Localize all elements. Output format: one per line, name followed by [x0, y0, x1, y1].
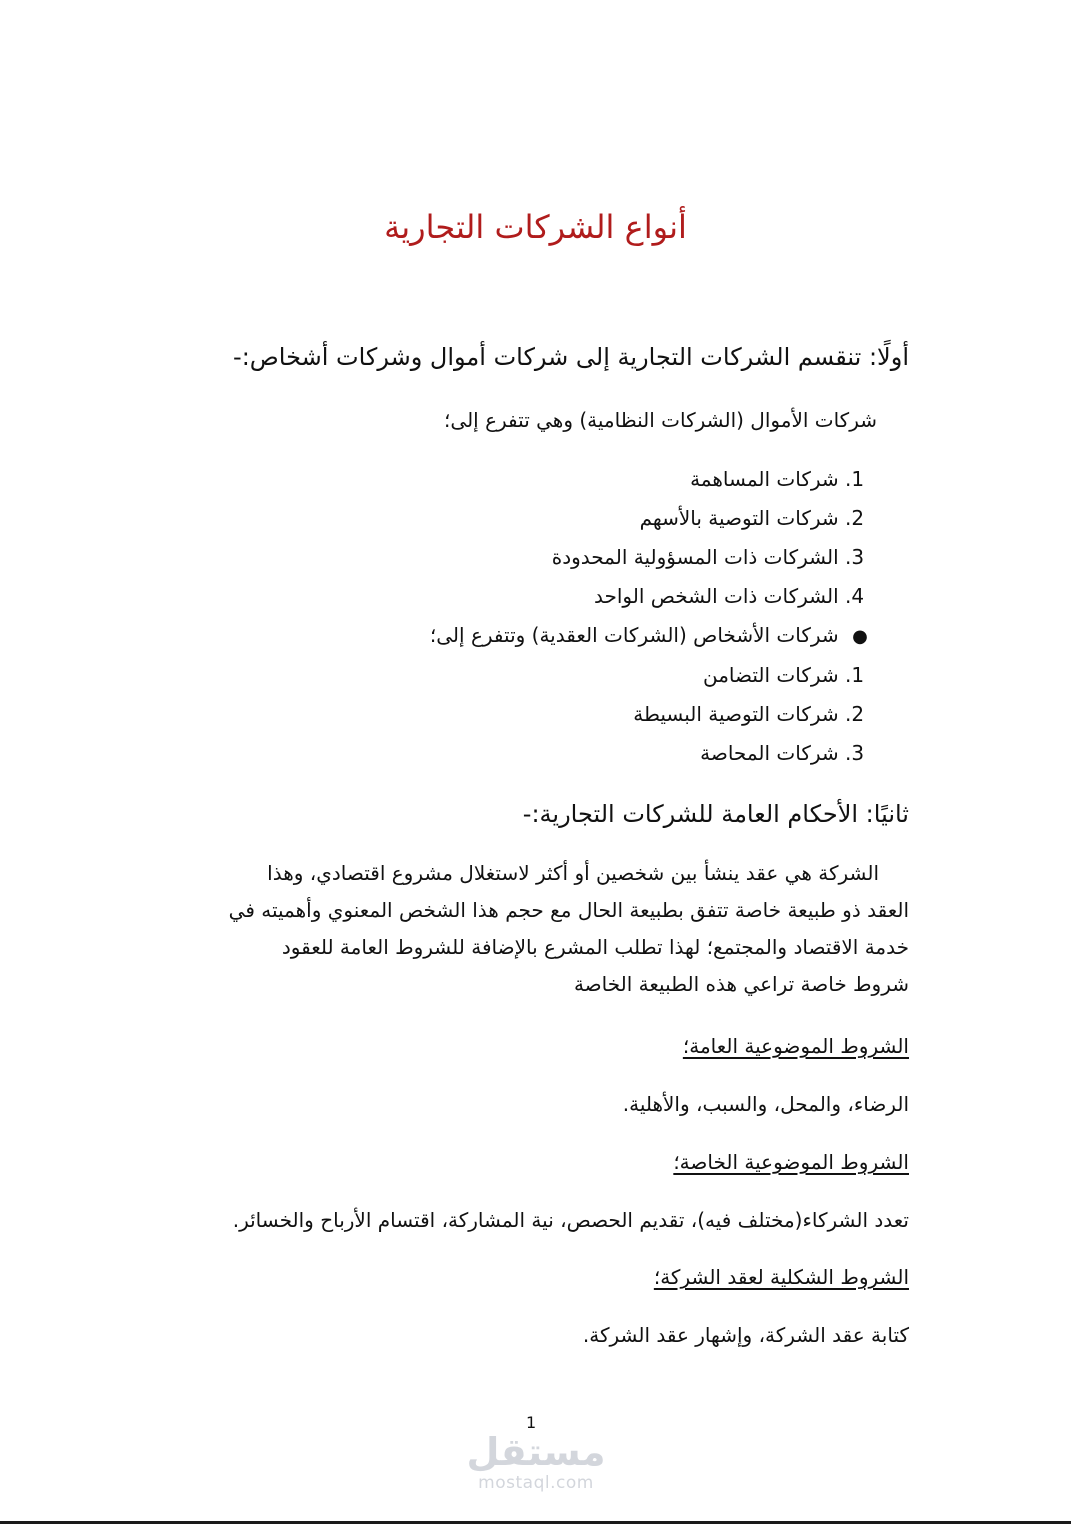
- list-text: شركات الأشخاص (الشركات العقدية) وتتفرع إلى؛: [429, 623, 839, 647]
- list-text: شركات المساهمة: [690, 467, 839, 491]
- bullet-icon: ●: [852, 626, 868, 647]
- special-conditions-heading: الشروط الموضوعية الخاصة؛: [673, 1150, 909, 1174]
- list-item: [594, 584, 875, 608]
- paragraph-line: الشركة هي عقد ينشأ بين شخصين أو أكثر لاستغلال مشروع اقتصادي، وهذا: [267, 861, 879, 885]
- list-text: شركات التضامن: [702, 663, 839, 687]
- list-number: 4.: [845, 584, 865, 608]
- watermark-latin: mostaql.com: [478, 1473, 594, 1493]
- paragraph-line: شروط خاصة تراعي هذه الطبيعة الخاصة: [573, 972, 909, 996]
- list-item: [700, 741, 875, 765]
- special-conditions-text: تعدد الشركاء(مختلف فيه)، تقديم الحصص، نية المشاركة، اقتسام الأرباح والخسائر.: [232, 1208, 909, 1232]
- bottom-divider: [0, 1521, 1071, 1524]
- page-title: أنواع الشركات التجارية: [384, 208, 687, 246]
- section2-heading: ثانيًا: الأحكام العامة للشركات التجارية:-: [522, 800, 909, 828]
- formal-conditions-text: كتابة عقد الشركة، وإشهار عقد الشركة.: [582, 1323, 909, 1347]
- section1-heading: أولًا: تنقسم الشركات التجارية إلى شركات أموال وشركات أشخاص:-: [233, 343, 909, 371]
- persons-companies-intro: [430, 623, 875, 647]
- list-number: 2.: [845, 702, 865, 726]
- paragraph-line: العقد ذو طبيعة خاصة تتفق بطبيعة الحال مع حجم هذا الشخص المعنوي وأهميته في: [228, 898, 909, 922]
- list-number: 3.: [845, 741, 865, 765]
- list-text: شركات التوصية بالأسهم: [639, 506, 839, 530]
- page-number: 1: [526, 1413, 537, 1432]
- watermark-arabic: مستقل: [466, 1430, 606, 1474]
- list-text: الشركات ذات المسؤولية المحدودة: [551, 545, 839, 569]
- list-number: 1.: [845, 467, 865, 491]
- list-item: [690, 467, 875, 491]
- list-text: شركات التوصية البسيطة: [633, 702, 839, 726]
- mostaql-watermark-logo: [466, 1430, 606, 1492]
- paragraph-line: خدمة الاقتصاد والمجتمع؛ لهذا تطلب المشرع بالإضافة للشروط العامة للعقود: [281, 935, 909, 959]
- list-number: 3.: [845, 545, 865, 569]
- list-number: 2.: [845, 506, 865, 530]
- formal-conditions-heading: الشروط الشكلية لعقد الشركة؛: [653, 1265, 909, 1289]
- capital-companies-intro: شركات الأموال (الشركات النظامية) وهي تتفرع إلى؛: [444, 408, 877, 432]
- list-text: شركات المحاصة: [700, 741, 839, 765]
- definition-paragraph: [149, 855, 909, 1003]
- list-item: [552, 545, 875, 569]
- list-item: [633, 702, 875, 726]
- general-conditions-heading: الشروط الموضوعية العامة؛: [682, 1034, 909, 1058]
- list-text: الشركات ذات الشخص الواحد: [594, 584, 839, 608]
- list-number: 1.: [845, 663, 865, 687]
- list-item: [640, 506, 875, 530]
- list-item: [703, 663, 875, 687]
- general-conditions-text: الرضاء، والمحل، والسبب، والأهلية.: [622, 1092, 909, 1116]
